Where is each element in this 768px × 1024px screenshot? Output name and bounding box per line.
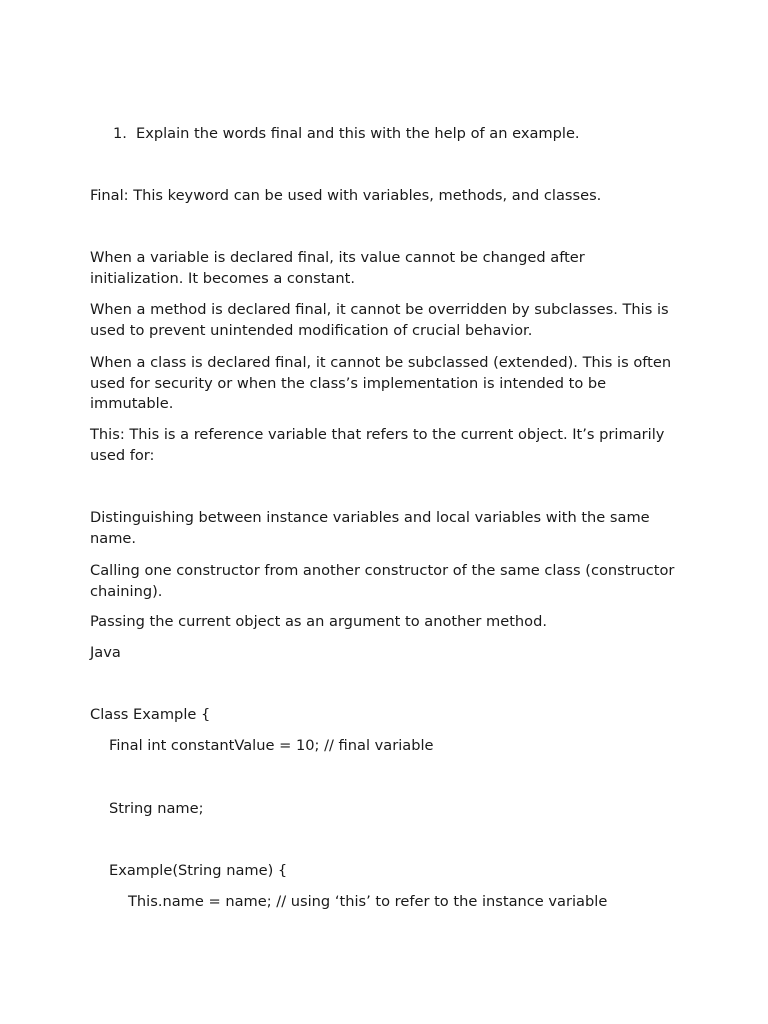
this-heading-paragraph: This: This is a reference variable that refers to the current object. It’s primarily used for: — [90, 426, 665, 464]
list-number: 1. — [113, 125, 127, 142]
final-heading: Final: This keyword can be used with variables, methods, and classes. — [90, 187, 602, 204]
code-line-3: String name; — [109, 800, 204, 817]
code-language-label: Java — [90, 644, 121, 661]
this-use-1-paragraph: Distinguishing between instance variables and local variables with the same name. — [90, 509, 650, 547]
this-use-2-paragraph: Calling one constructor from another constructor of the same class (constructor chaining). — [90, 562, 675, 600]
final-class-paragraph: When a class is declared final, it cannot be subclassed (extended). This is often used for security or when the class’s implementation is intended to be immutable. — [90, 354, 672, 412]
question-text: Explain the words final and this with the help of an example. — [136, 125, 580, 142]
final-method-paragraph: When a method is declared final, it cannot be overridden by subclasses. This is used to prevent unintended modification of crucial behavior. — [90, 301, 669, 339]
code-line-4: Example(String name) { — [109, 862, 288, 879]
code-line-5: This.name = name; // using ‘this’ to refer to the instance variable — [128, 893, 608, 910]
final-variable-paragraph: When a variable is declared final, its value cannot be changed after initialization. It becomes a constant. — [90, 249, 585, 287]
this-use-3-paragraph: Passing the current object as an argument to another method. — [90, 613, 548, 630]
code-line-2: Final int constantValue = 10; // final variable — [109, 737, 434, 754]
code-line-1: Class Example { — [90, 706, 211, 723]
